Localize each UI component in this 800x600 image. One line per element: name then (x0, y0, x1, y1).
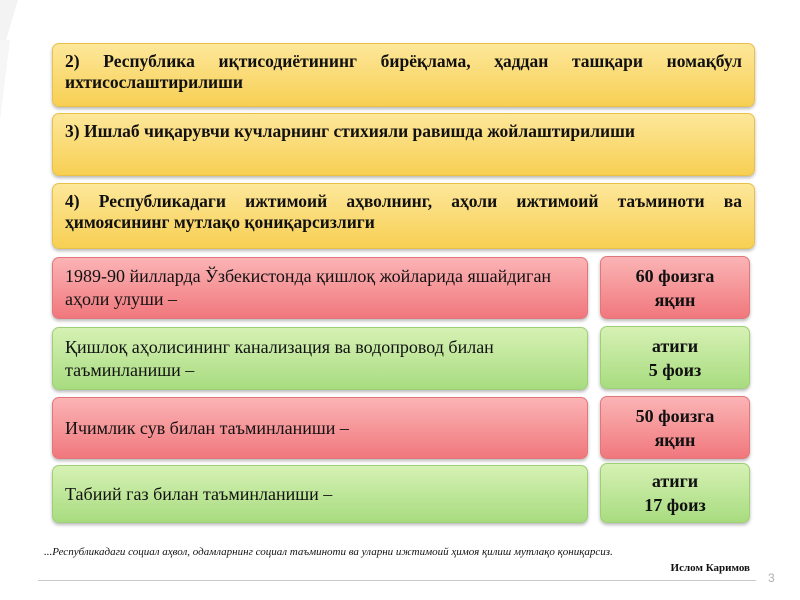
stat-rural-population-value: 60 фоизга яқин (635, 265, 715, 310)
stat-sewage-water-supply-label: Қишлоқ аҳолисининг канализация ва водопровод билан таъминланиши – (65, 336, 494, 380)
page-number: 3 (768, 571, 775, 585)
stat-natural-gas-box (52, 465, 588, 523)
stat-sewage-water-supply-value-box (600, 326, 750, 389)
stat-natural-gas-value: атиги 17 фоиз (644, 471, 706, 515)
footer-quote: ...Республикадаги социал аҳвол, одамларнинг социал таъминоти ва уларни ижтимоий ҳимоя қилиш мутлақо қониқарсиз. (44, 546, 613, 558)
point-4-box (52, 183, 755, 249)
stat-rural-population-label: 1989-90 йилларда Ўзбекистонда қишлоқ жойларида яшайдиган аҳоли улуши – (65, 266, 552, 309)
point-2-text: 2) Республика иқтисодиётининг бирёқлама, ҳаддан ташқари номақбул ихтисослаштирилиши (65, 51, 742, 92)
stat-sewage-water-supply-value: атиги 5 фоиз (648, 335, 702, 380)
point-3-text: 3) Ишлаб чиқарувчи кучларнинг стихияли равишда жойлаштирилиши (65, 121, 635, 141)
point-3-box (52, 113, 755, 176)
stat-sewage-water-supply-box (52, 327, 588, 390)
stat-drinking-water-value: 50 фоизга яқин (635, 405, 715, 450)
corner-decoration (0, 0, 28, 120)
stat-drinking-water-label: Ичимлик сув билан таъминланиши – (65, 417, 349, 438)
stat-natural-gas-value-box (600, 463, 750, 523)
stat-drinking-water-value-box (600, 396, 750, 459)
footer-author: Ислом Каримов (670, 562, 750, 574)
stat-rural-population-value-box (600, 256, 750, 319)
stat-drinking-water-box (52, 397, 588, 459)
footer-divider (38, 580, 756, 581)
stat-natural-gas-label: Табиий газ билан таъминланиши – (65, 483, 333, 504)
stat-rural-population-box (52, 257, 588, 319)
point-4-text: 4) Республикадаги ижтимоий аҳволнинг, аҳоли ижтимоий таъминоти ва ҳимоясининг мутлақо қониқарсизлиги (65, 191, 742, 232)
point-2-box (52, 43, 755, 107)
